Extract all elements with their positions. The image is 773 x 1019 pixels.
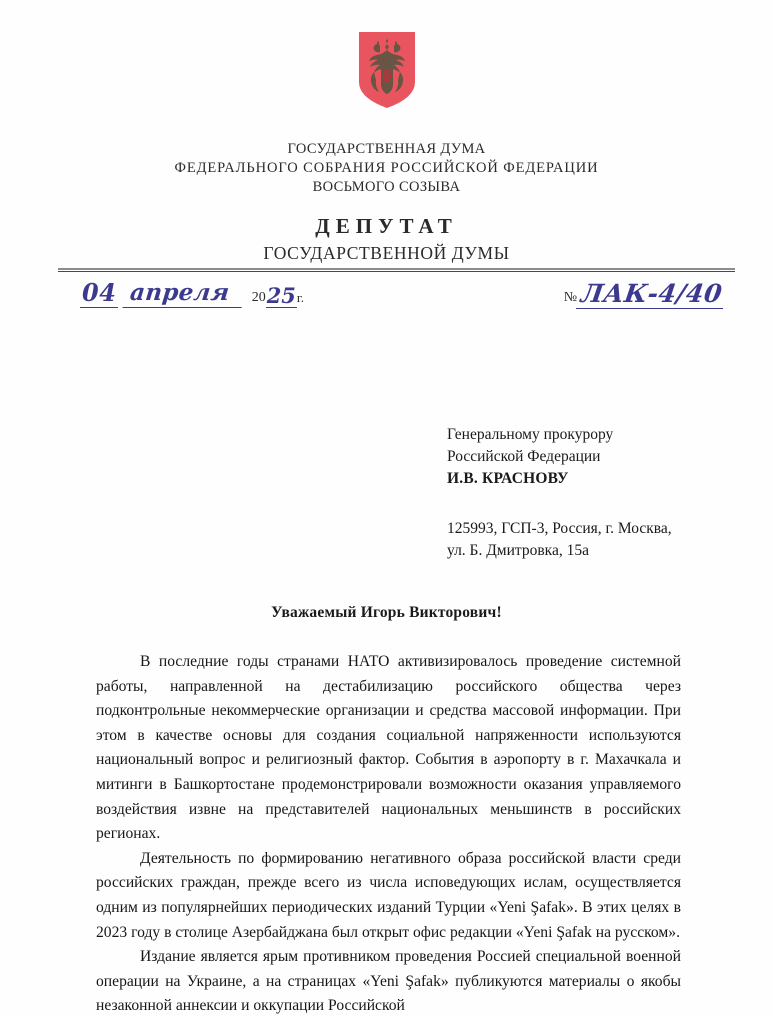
coat-of-arms-container xyxy=(0,30,773,110)
letterhead-title: ДЕПУТАТ xyxy=(315,214,458,238)
date-and-number-row xyxy=(58,280,735,326)
divider-line-thin xyxy=(58,271,735,272)
letterhead-subtitle: ГОСУДАРСТВЕННОЙ ДУМЫ xyxy=(263,243,510,263)
salutation: Уважаемый Игорь Викторович! xyxy=(271,604,502,621)
handwritten-month: апреля xyxy=(123,280,245,308)
body-paragraph-2: Деятельность по формированию негативного образа российской власти среди российских граждан, прежде всего из числа исповедующих ислам, осуществляется одним из популярнейших периодических изданий Турции «Yeni Şafak». В этих целях в 2023 году в столице Азербайджана был открыт офис редакции «Yeni Şafak на русском». xyxy=(96,849,681,941)
year-unit-label: г. xyxy=(296,290,305,305)
header-divider xyxy=(58,268,735,272)
date-block xyxy=(80,280,304,308)
letterhead-header xyxy=(0,140,773,265)
body-paragraph-3: Издание является ярым противником проведения Россией специальной военной операции на Украине, а на страницах «Yeni Şafak» публикуются материалы о якобы незаконной аннексии и оккупации Российской xyxy=(96,948,681,1015)
year-prefix: 20 xyxy=(251,290,266,305)
org-line-2: ФЕДЕРАЛЬНОГО СОБРАНИЯ РОССИЙСКОЙ ФЕДЕРАЦИИ xyxy=(174,160,599,176)
addressee-address-line-2: ул. Б. Дмитровка, 15а xyxy=(447,542,589,559)
letter-body xyxy=(96,650,681,1019)
handwritten-day: 04 xyxy=(82,278,117,307)
addressee-line-1: Генеральному прокурору xyxy=(447,426,614,443)
divider-line-thick xyxy=(58,268,735,270)
handwritten-year: 25 xyxy=(266,283,296,308)
number-sign-symbol: № xyxy=(563,290,578,305)
addressee-line-2: Российской Федерации xyxy=(447,448,601,465)
outgoing-number-block xyxy=(564,280,725,309)
body-paragraph-1: В последние годы странами НАТО активизировалось проведение системной работы, направленной на дестабилизацию российского общества через подконтрольные некоммерческие организации и средства массовой информации. При этом в качестве основы для создания социальной напряженности используются национальный вопрос и религиозный фактор. События в аэропорту в г. Махачкала и митинги в Башкортостане продемонстрировали возможности оказания управляемого воздействия извне на представителей национальных меньшинств в российских регионах. xyxy=(96,653,681,843)
addressee-block xyxy=(447,424,747,562)
coat-of-arms-of-russia-icon xyxy=(356,30,418,110)
org-line-1: ГОСУДАРСТВЕННАЯ ДУМА xyxy=(287,141,486,157)
addressee-name: И.В. КРАСНОВУ xyxy=(447,470,569,487)
handwritten-outgoing-number: ЛАК-4/40 xyxy=(576,280,727,309)
addressee-spacer xyxy=(447,490,747,518)
addressee-address-line-1: 125993, ГСП-3, Россия, г. Москва, xyxy=(447,520,672,537)
org-line-3: ВОСЬМОГО СОЗЫВА xyxy=(312,179,461,195)
